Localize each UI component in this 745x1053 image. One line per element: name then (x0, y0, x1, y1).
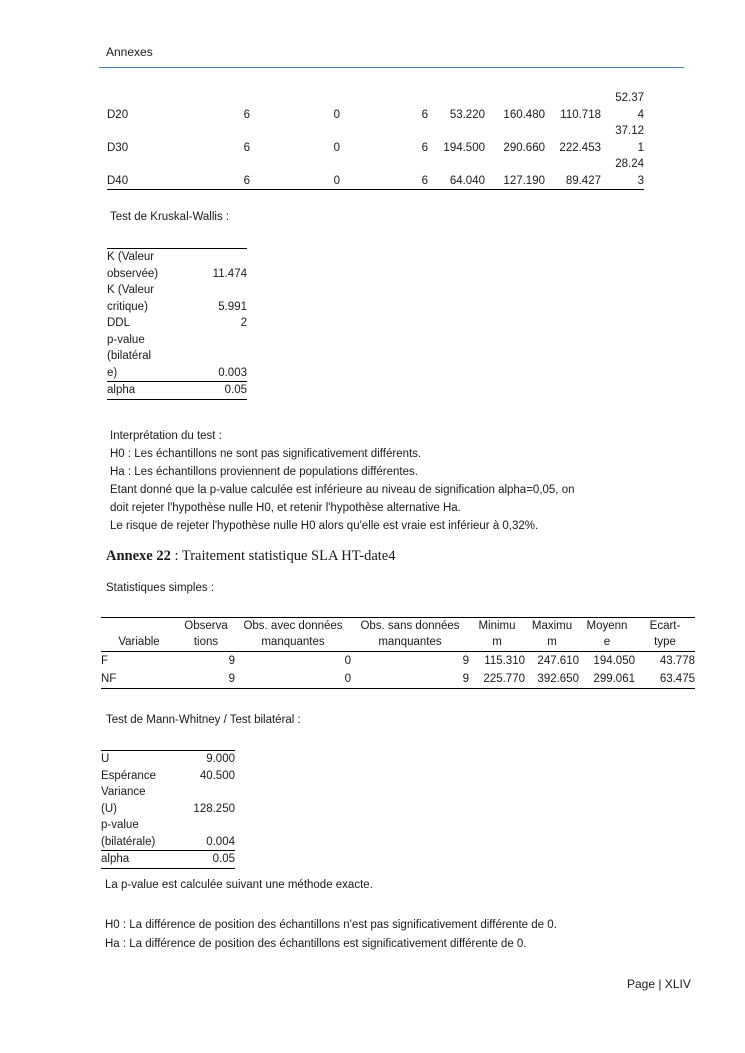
cell-missing: 0 (344, 673, 351, 685)
row-label-line: p-value (101, 819, 139, 831)
cell-sd-line: 28.24 (615, 158, 644, 170)
row-label-line: observée) (107, 267, 159, 280)
cell-c1: 6 (243, 141, 250, 154)
row-value: 128.250 (193, 802, 235, 815)
row-label (101, 851, 171, 869)
cell-min: 53.220 (449, 108, 485, 121)
row-label (101, 751, 171, 768)
row-label (107, 282, 179, 315)
column-header-line: Ecart- (649, 620, 681, 632)
cell-c1: 6 (243, 108, 250, 121)
cell-variable: NF (101, 673, 117, 685)
hypothesis-ha: Ha : La différence de position des échantillons est significativement différente de 0. (105, 938, 527, 950)
column-header (351, 618, 469, 652)
cell-max: 127.190 (503, 174, 545, 187)
cell-min: 115.310 (484, 655, 525, 667)
interpretation-line: Interprétation du test : (110, 430, 222, 442)
column-header (525, 618, 579, 652)
cell-sd-line: 37.12 (615, 125, 644, 137)
mann-whitney-title: Test de Mann-Whitney / Test bilatéral : (106, 714, 301, 726)
table-row (107, 382, 247, 400)
cell-min: 225.770 (483, 673, 525, 685)
descriptive-stats-table-continued (107, 90, 644, 190)
table-row (107, 332, 247, 382)
cell-obs: 9 (228, 673, 235, 685)
row-label-line: e) (107, 366, 118, 379)
table-row (101, 768, 235, 785)
cell-sd: 63.475 (659, 673, 695, 685)
cell-max: 290.660 (503, 141, 545, 154)
row-label (107, 249, 179, 283)
cell-c2: 0 (333, 108, 340, 121)
header-rule (99, 67, 684, 68)
column-header-line: Moyenn (586, 620, 628, 632)
table-row (101, 670, 695, 689)
cell-sd-line: 1 (637, 141, 644, 154)
row-label-line: (U) (101, 802, 117, 815)
cell-sd (601, 156, 644, 190)
cell-mean: 222.453 (559, 141, 601, 154)
kruskal-wallis-title: Test de Kruskal-Wallis : (110, 211, 230, 223)
kruskal-wallis-table (107, 248, 247, 400)
cell-obs: 9 (228, 655, 235, 667)
column-header-line: m (547, 636, 557, 648)
column-header (177, 618, 235, 652)
interpretation-line: Ha : Les échantillons proviennent de populations différentes. (110, 466, 418, 478)
cell-missing: 0 (344, 655, 351, 667)
row-label-line: critique) (107, 300, 148, 313)
annexe-subtitle: : Traitement statistique SLA HT-date4 (170, 548, 396, 564)
hypotheses (105, 916, 557, 954)
row-label-line: U (101, 753, 110, 765)
row-label (101, 768, 171, 785)
cell-sd-line: 52.37 (615, 92, 644, 104)
p-value-note: La p-value est calculée suivant une méthode exacte. (105, 879, 373, 891)
cell-label: D20 (107, 108, 129, 121)
cell-mean: 194.050 (593, 655, 635, 667)
cell-sd-line: 4 (637, 108, 644, 121)
cell-c2: 0 (333, 141, 340, 154)
row-value: 9.000 (206, 753, 235, 765)
cell-max: 160.480 (503, 108, 545, 121)
row-label-line: DDL (107, 317, 131, 329)
cell-sd: 43.778 (659, 655, 695, 667)
column-header-line: Obs. sans données (360, 620, 460, 632)
row-label-line: Espérance (101, 769, 156, 782)
row-label (101, 817, 171, 851)
mann-whitney-table (101, 750, 235, 869)
row-value: 0.004 (206, 835, 235, 848)
cell-sd-line: 3 (637, 174, 644, 187)
cell-c3: 6 (421, 174, 428, 187)
table-row (101, 751, 235, 768)
cell-mean: 299.061 (593, 673, 635, 685)
interpretation-line: H0 : Les échantillons ne sont pas significativement différents. (110, 448, 422, 460)
column-header-line: manquantes (261, 636, 325, 648)
hypothesis-h0: H0 : La différence de position des échantillons n'est pas significativement différente de 0. (105, 919, 557, 931)
column-header-line: m (492, 636, 502, 648)
row-label-line: Variance (101, 786, 146, 798)
column-header-line: manquantes (378, 636, 442, 648)
cell-nonmissing: 9 (462, 655, 469, 667)
column-header (235, 618, 351, 652)
simple-stats-title: Statistiques simples : (106, 582, 215, 594)
table-row (107, 156, 644, 190)
row-label-line: p-value (107, 333, 145, 346)
column-header-line: Variable (118, 636, 160, 648)
page-header-title: Annexes (106, 45, 153, 59)
row-label-line: K (Valeur (107, 251, 155, 263)
row-value: 40.500 (199, 769, 235, 782)
table-row (107, 282, 247, 315)
column-header (635, 618, 695, 652)
cell-min: 194.500 (443, 141, 485, 154)
column-header-line: e (603, 636, 611, 648)
cell-c3: 6 (421, 141, 428, 154)
column-header-line: Obs. avec données (243, 620, 343, 632)
cell-c2: 0 (333, 174, 340, 187)
page-number: Page | XLIV (627, 977, 691, 991)
row-value: 0.003 (218, 366, 247, 379)
cell-label: D40 (107, 174, 129, 187)
row-label (107, 382, 179, 400)
row-value: 0.05 (179, 382, 247, 400)
row-label-line: alpha (101, 853, 130, 865)
cell-max: 247.610 (537, 655, 579, 667)
table-row (101, 652, 695, 671)
table-row (107, 123, 644, 156)
row-label (107, 315, 179, 332)
cell-sd (601, 123, 644, 156)
cell-mean: 110.718 (560, 108, 601, 121)
row-value: 11.474 (212, 267, 247, 280)
column-header-line: type (654, 636, 676, 648)
row-label-line: alpha (107, 384, 136, 396)
annexe-number: Annexe 22 (106, 548, 171, 564)
row-label-line: (bilatérale) (101, 835, 156, 848)
interpretation-line: doit rejeter l'hypothèse nulle H0, et retenir l'hypothèse alternative Ha. (110, 502, 461, 514)
cell-mean: 89.427 (565, 174, 601, 187)
simple-stats-table (101, 617, 695, 689)
row-label (101, 784, 171, 817)
table-row (101, 851, 235, 869)
table-row (107, 315, 247, 332)
column-header-line: Maximu (531, 620, 573, 632)
row-label-line: K (Valeur (107, 284, 155, 296)
cell-nonmissing: 9 (462, 673, 469, 685)
column-header-line: tions (193, 636, 219, 648)
cell-c1: 6 (243, 174, 250, 187)
test-interpretation (110, 427, 574, 535)
cell-min: 64.040 (449, 174, 485, 187)
interpretation-line: Etant donné que la p-value calculée est inférieure au niveau de signification alpha=0,05, on (110, 484, 575, 496)
table-row (101, 784, 235, 817)
row-label (107, 332, 179, 382)
cell-max: 392.650 (537, 673, 579, 685)
column-header (579, 618, 635, 652)
row-value: 0.05 (171, 851, 235, 869)
cell-c3: 6 (421, 108, 428, 121)
table-row (107, 90, 644, 123)
table-row (101, 817, 235, 851)
cell-label: D30 (107, 141, 129, 154)
column-header (469, 618, 525, 652)
column-header-line: Observa (184, 620, 228, 632)
column-header-line: Minimu (478, 620, 516, 632)
cell-sd (601, 90, 644, 123)
column-header (101, 618, 177, 652)
row-value: 2 (240, 317, 247, 329)
annexe-heading (106, 548, 395, 565)
interpretation-line: Le risque de rejeter l'hypothèse nulle H0 alors qu'elle est vraie est inférieur à 0,32%. (110, 520, 539, 532)
table-row (107, 249, 247, 283)
row-label-line: (bilatéral (107, 350, 152, 362)
row-value: 5.991 (218, 300, 247, 313)
cell-variable: F (101, 655, 109, 667)
